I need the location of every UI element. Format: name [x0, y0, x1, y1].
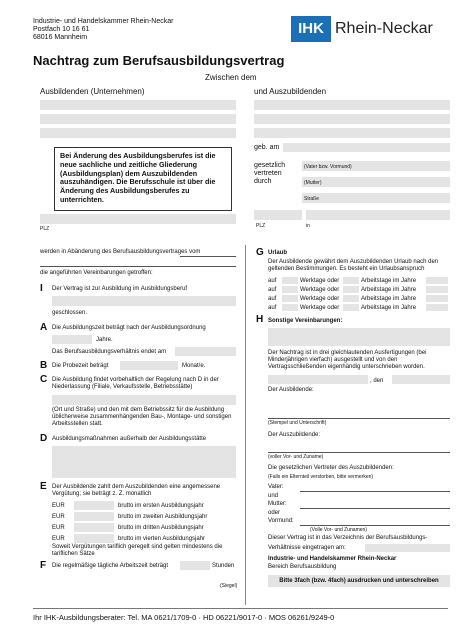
- footer-divider: [33, 608, 448, 609]
- address-line: 68016 Mannheim: [33, 34, 88, 41]
- vormund-signature-line[interactable]: [300, 525, 450, 526]
- section-g-letter: G: [256, 247, 264, 258]
- stunden-label: Stunden: [212, 563, 235, 569]
- ihk-logo-name: Rhein-Neckar: [335, 20, 433, 37]
- section-d-text: Ausbildungsmaßnahmen außerhalb der Ausbildungsstätte: [52, 436, 207, 442]
- auf-label: auf: [268, 305, 277, 311]
- notice-text: Bei Änderung des Ausbildungsberufes ist die neue sachliche und zeitliche Gliederung (Ausbildungsplan) dem Auszubildenden auszuhändigen. Die Berufsschule ist über die Änderung des Ausbildungsberufes zu unterrichten.: [60, 151, 216, 204]
- nachtrag-text: Der Nachtrag ist in drei gleichlautenden Ausfertigungen (bei Minderjährigen vierfach) ausgestellt und von den Vertragsschließenden eigenhändig unterschrieben worden.: [268, 350, 427, 370]
- eur-label: EUR: [52, 525, 65, 531]
- werktage-label: Werktage oder: [300, 287, 340, 293]
- verhaeltnisse-label: Verhältnisse eingetragen am:: [268, 545, 346, 551]
- line: [40, 266, 236, 267]
- vormund-label: Vormund:: [268, 518, 294, 524]
- bereich-label: Bereich Berufsausbildung: [268, 564, 337, 570]
- auf-label: auf: [268, 296, 277, 302]
- eingetragen-field[interactable]: [365, 544, 450, 552]
- birthdate-field[interactable]: [283, 143, 450, 152]
- werktage-label: Werktage oder: [300, 296, 340, 302]
- section-e-letter: E: [40, 481, 47, 492]
- mutter-hint: (Mutter): [304, 180, 322, 186]
- address-line: Industrie- und Handelskammer Rhein-Neckar: [33, 18, 174, 25]
- section-h-title: Sonstige Vereinbarungen:: [268, 318, 343, 324]
- ende-field[interactable]: [175, 347, 236, 356]
- section-c-text: Die Ausbildung findet vorbehaltlich der Regelung nach D in der Niederlassung (Filiale, Verkaufsstelle, Betriebsstätte): [52, 377, 219, 390]
- address-line: Postfach 10 16 61: [33, 26, 90, 33]
- arbeitstage-field[interactable]: [343, 295, 359, 302]
- ihk-logo-mark: IHK: [291, 16, 331, 42]
- werktage-field[interactable]: [282, 286, 298, 293]
- signature-line[interactable]: [268, 452, 450, 453]
- werktage-label: Werktage oder: [300, 278, 340, 284]
- section-f-letter: F: [40, 560, 47, 571]
- eur-label: EUR: [52, 536, 65, 542]
- section-a-letter: A: [40, 322, 48, 333]
- ausbildende-label: Ausbildenden (Unternehmen): [40, 87, 145, 96]
- werktage-field[interactable]: [282, 277, 298, 284]
- address-block: [33, 18, 173, 42]
- verguetung-field[interactable]: [74, 534, 114, 543]
- niederlassung-field[interactable]: [52, 395, 236, 405]
- section-d-letter: D: [40, 433, 48, 444]
- oder-label: oder: [268, 510, 281, 516]
- monat-label: Monat/e.: [182, 363, 206, 369]
- auszubildende-signature-label: Der Auszubildende:: [268, 432, 321, 438]
- vater-signature-line[interactable]: [300, 491, 450, 492]
- vorname-hint: (voller Vor- und Zuname): [268, 454, 324, 460]
- section-c-letter: C: [40, 374, 48, 385]
- vater-label: Vater:: [268, 484, 284, 490]
- verguetung-year-label: brutto im ersten Ausbildungsjahr: [118, 503, 204, 509]
- falls-hint: (Falls ein Elternteil verstorben, bitte vermerken): [268, 474, 374, 480]
- auszubildende-label: und Auszubildenden: [254, 87, 327, 96]
- datum-signature-field[interactable]: [392, 375, 450, 384]
- mutter-signature-line[interactable]: [300, 508, 450, 509]
- ausbildende-field[interactable]: [40, 128, 236, 138]
- arbeitstage-field[interactable]: [343, 277, 359, 284]
- gesetzliche-vertreter-label: Die gesetzlichen Vertreter des Auszubildenden:: [268, 465, 394, 471]
- signature-line[interactable]: [268, 418, 450, 419]
- auf-label: auf: [268, 278, 277, 284]
- ende-label: Das Berufsausbildungsverhältnis endet am: [52, 349, 167, 355]
- auszubildende-field[interactable]: [254, 100, 450, 110]
- verguetung-field[interactable]: [74, 501, 114, 510]
- verguetung-field[interactable]: [74, 512, 114, 521]
- werktage-label: Werktage oder: [300, 305, 340, 311]
- section-f-text: Die regelmäßige tägliche Arbeitszeit beträgt: [52, 563, 169, 569]
- arbeitstage-field[interactable]: [343, 286, 359, 293]
- mutter-label: Mutter:: [268, 501, 287, 507]
- jahr-field[interactable]: [426, 295, 448, 302]
- arbeitstage-field[interactable]: [343, 304, 359, 311]
- probezeit-field[interactable]: [120, 361, 178, 370]
- auszubildende-field[interactable]: [254, 114, 450, 124]
- section-b-letter: B: [40, 360, 48, 371]
- ausbildende-field[interactable]: [40, 100, 236, 110]
- den-label: , den: [370, 378, 384, 384]
- vertrag-date-line[interactable]: [180, 256, 236, 257]
- plz-label: PLZ: [40, 226, 50, 232]
- sonstige-field[interactable]: [268, 328, 450, 346]
- ausbildende-field[interactable]: [40, 214, 236, 224]
- plz-field[interactable]: [254, 210, 302, 220]
- section-e-text: Der Ausbildende zahlt dem Auszubildenden eine angemessene Vergütung; sie beträgt z. Z. monatlich: [52, 484, 221, 497]
- vollname-hint: (Volle Vor- und Zunamen): [310, 527, 367, 533]
- jahre-field[interactable]: [52, 335, 92, 344]
- section-h-letter: H: [256, 314, 264, 325]
- bitte-banner: Bitte 3fach (bzw. 4fach) ausdrucken und unterschreiben: [268, 575, 450, 587]
- verzeichnis-text: Dieser Vertrag ist in das Verzeichnis der Berufsausbildungs-: [268, 535, 428, 541]
- werktage-field[interactable]: [282, 304, 298, 311]
- ort-signature-field[interactable]: [268, 375, 368, 384]
- section-e-note: Soweit Vergütungen tariflich geregelt sind gelten mindestens die tariflichen Sätze: [52, 544, 223, 557]
- arbeitszeit-field[interactable]: [180, 561, 210, 570]
- section-i-end: geschlossen.: [52, 310, 88, 316]
- strasse-hint: Straße: [304, 196, 320, 202]
- zwischen-label: Zwischen dem: [205, 73, 257, 82]
- jahre-label: Jahre.: [96, 337, 113, 343]
- massnahmen-field[interactable]: [52, 446, 236, 478]
- ort-field[interactable]: [306, 210, 450, 220]
- siegel-label: (Siegel): [220, 583, 238, 589]
- arbeitstage-label: Arbeitstage im Jahre: [361, 296, 417, 302]
- verguetung-year-label: brutto im vierten Ausbildungsjahr: [118, 536, 206, 542]
- und-label: und: [268, 493, 279, 499]
- section-g-title: Urlaub: [268, 250, 288, 256]
- section-b-text: Die Probezeit beträgt: [52, 363, 109, 369]
- ausbildende-field[interactable]: [40, 114, 236, 124]
- verguetung-year-label: brutto im zweiten Ausbildungsjahr: [118, 514, 208, 520]
- vater-hint: (Vater bzw. Vormund): [304, 164, 352, 170]
- in-label: in: [306, 223, 310, 229]
- jahr-field[interactable]: [426, 304, 448, 311]
- jahr-field[interactable]: [426, 286, 448, 293]
- section-g-text: Der Ausbildende gewährt dem Auszubildenden Urlaub nach den geltenden Bestimmungen. Es besteht ein Urlaubsanspruch: [268, 259, 439, 272]
- section-i-text: Der Vertrag ist zur Ausbildung im Ausbildungsberuf: [52, 286, 188, 292]
- column-divider: [245, 245, 246, 605]
- arbeitstage-label: Arbeitstage im Jahre: [361, 305, 417, 311]
- ausbildende-signature-label: Der Ausbildende:: [268, 387, 314, 393]
- arbeitstage-label: Arbeitstage im Jahre: [361, 287, 417, 293]
- mutter-field[interactable]: [302, 177, 450, 187]
- section-c-ort: (Ort und Straße) und den mit dem Betriebssitz für die Ausbildung üblicherweise zusammenhängenden Bau-, Montage- und sonstigen Arbeitsstellen statt.: [52, 407, 232, 427]
- footer-text: Ihr IHK-Ausbildungsberater: Tel. MA 0621/1709-0 · HD 06221/9017-0 · MOS 06261/9249-0: [33, 613, 335, 622]
- verguetung-year-label: brutto im dritten Ausbildungsjahr: [118, 525, 204, 531]
- notice-box: [54, 147, 232, 211]
- eur-label: EUR: [52, 514, 65, 520]
- ausbildungsberuf-field[interactable]: [52, 296, 236, 306]
- verguetung-field[interactable]: [74, 523, 114, 532]
- geb-am-label: geb. am: [254, 144, 280, 151]
- jahr-field[interactable]: [426, 277, 448, 284]
- plz-label: PLZ: [256, 223, 266, 229]
- auszubildende-field[interactable]: [254, 128, 450, 138]
- abaenderung-text: werden in Abänderung des Berufsausbildungsvertrages vom: [40, 249, 201, 255]
- werktage-field[interactable]: [282, 295, 298, 302]
- stempel-hint: (Stempel und Unterschrift): [268, 420, 327, 426]
- ihk-office: Industrie- und Handelskammer Rhein-Neckar: [268, 556, 397, 562]
- ihk-logo: [291, 16, 443, 42]
- eur-label: EUR: [52, 503, 65, 509]
- gesetzlich-label: gesetzlich vertreten durch: [254, 162, 286, 185]
- strasse-field[interactable]: [302, 193, 450, 203]
- section-i-letter: I: [40, 283, 43, 294]
- section-a-text: Die Ausbildungszeit beträgt nach der Ausbildungsordnung: [52, 325, 206, 331]
- page-title: Nachtrag zum Berufsausbildungsvertrag: [33, 53, 285, 68]
- arbeitstage-label: Arbeitstage im Jahre: [361, 278, 417, 284]
- auf-label: auf: [268, 287, 277, 293]
- angefuehrt-text: die angeführten Vereinbarungen getroffen:: [40, 270, 153, 276]
